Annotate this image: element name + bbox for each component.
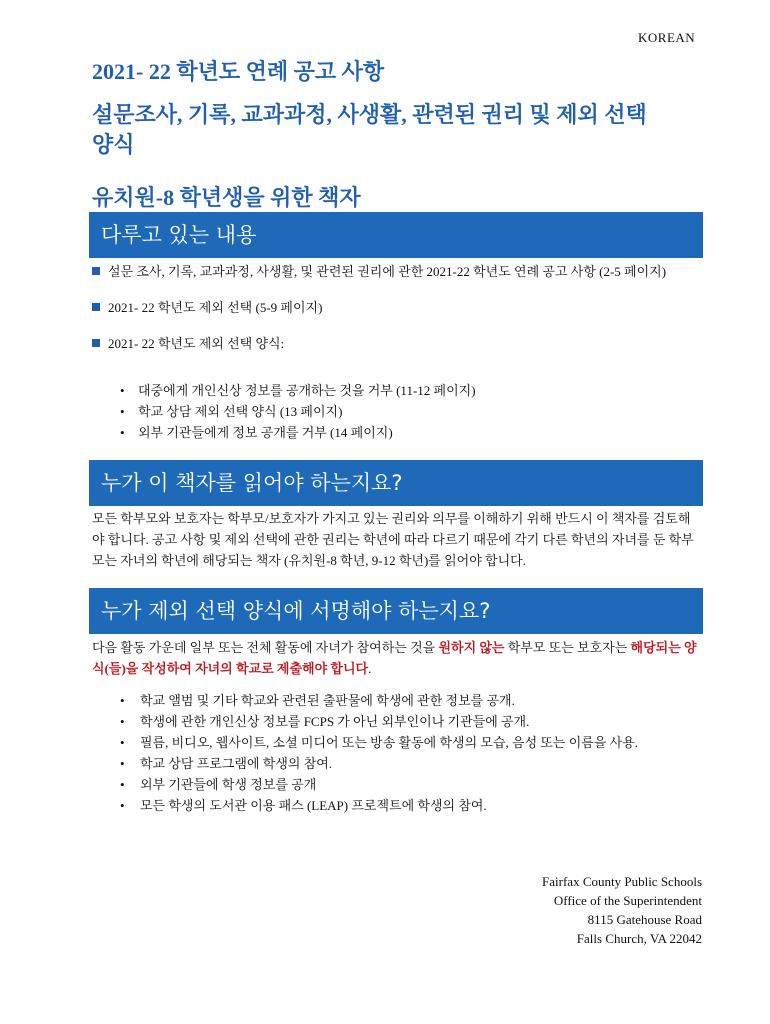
list-item-text: 외부 기관들에 학생 정보를 공개	[140, 777, 317, 792]
emphasis-text: 해당되는 양식(들)을 작성하여 자녀의 학교로 제출해야 합니다	[92, 640, 697, 676]
emphasis-text: 원하지 않는	[438, 640, 505, 655]
address-line: Fairfax County Public Schools	[542, 874, 702, 889]
who-should-sign-paragraph	[92, 637, 702, 679]
list-item	[120, 711, 680, 732]
list-item-text: 학생에 관한 개인신상 정보를 FCPS 가 아닌 외부인이나 기관들에 공개.	[140, 714, 530, 729]
contents-list	[92, 262, 692, 370]
list-item-text: 학교 앨범 및 기타 학교와 관련된 출판물에 학생에 관한 정보를 공개.	[140, 693, 515, 708]
square-bullet-icon	[92, 303, 100, 311]
address-line: 8115 Gatehouse Road	[587, 912, 702, 927]
list-item-text: 2021- 22 학년도 제외 선택 (5-9 페이지)	[108, 300, 323, 315]
document-subtitle: 설문조사, 기록, 교과과정, 사생활, 관련된 권리 및 제외 선택 양식	[92, 102, 647, 157]
section-heading-contents: 다루고 있는 내용	[89, 212, 703, 258]
bullet-icon: •	[120, 714, 125, 729]
paragraph-text: 다음 활동 가운데 일부 또는 전체 활동에 자녀가 참여하는 것을	[92, 640, 439, 655]
list-item-text: 2021- 22 학년도 제외 선택 양식:	[108, 336, 285, 351]
list-item-text: 설문 조사, 기록, 교과과정, 사생활, 및 관련된 권리에 관한 2021-22 학년도 연례 공고 사항 (2-5 페이지)	[108, 264, 667, 279]
paragraph-text: .	[368, 661, 372, 676]
list-item-text: 외부 기관들에게 정보 공개를 거부 (14 페이지)	[138, 425, 393, 440]
list-item	[120, 422, 476, 443]
list-item	[92, 262, 692, 282]
list-item	[92, 334, 692, 354]
list-item	[120, 380, 476, 401]
bullet-icon: •	[120, 383, 125, 398]
list-item	[120, 401, 476, 422]
booklet-title: 유치원-8 학년생을 위한 책자	[92, 185, 361, 210]
list-item	[92, 298, 692, 318]
bullet-icon: •	[120, 404, 125, 419]
list-item	[120, 732, 680, 753]
list-item-text: 대중에게 개인신상 정보를 공개하는 것을 거부 (11-12 페이지)	[138, 383, 476, 398]
list-item	[120, 690, 680, 711]
bullet-icon: •	[120, 756, 125, 771]
address-block	[542, 872, 702, 948]
square-bullet-icon	[92, 339, 100, 347]
address-line: Office of the Superintendent	[553, 893, 702, 908]
language-label: KOREAN	[638, 30, 696, 45]
list-item	[120, 753, 680, 774]
address-line: Falls Church, VA 22042	[576, 931, 702, 946]
paragraph-text: 학부모 또는 보호자는	[504, 640, 631, 655]
list-item	[120, 774, 680, 795]
document-title: 2021- 22 학년도 연례 공고 사항	[92, 59, 385, 84]
bullet-icon: •	[120, 425, 125, 440]
bullet-icon: •	[120, 735, 125, 750]
activities-list	[120, 690, 680, 816]
bullet-icon: •	[120, 777, 125, 792]
list-item-text: 학교 상담 프로그램에 학생의 참여.	[140, 756, 333, 771]
section-heading-who-should-read: 누가 이 책자를 읽어야 하는지요?	[89, 460, 703, 506]
section-heading-who-should-sign: 누가 제외 선택 양식에 서명해야 하는지요?	[89, 588, 703, 634]
list-item-text: 학교 상담 제외 선택 양식 (13 페이지)	[138, 404, 343, 419]
who-should-read-paragraph: 모든 학부모와 보호자는 학부모/보호자가 가지고 있는 권리와 의무를 이해하기 위해 반드시 이 책자를 검토해야 합니다. 공고 사항 및 제외 선택에 관한 권리는 학년에 따라 다르기 때문에 각기 다른 학년의 자녀를 둔 학부모는 자녀의 학년에 해당되는 책자 (유치원-8 학년, 9-12 학년)를 읽어야 합니다.	[92, 511, 694, 568]
list-item-text: 모든 학생의 도서관 이용 패스 (LEAP) 프로젝트에 학생의 참여.	[140, 798, 487, 813]
square-bullet-icon	[92, 267, 100, 275]
list-item	[120, 795, 680, 816]
bullet-icon: •	[120, 798, 125, 813]
opt-out-forms-list	[120, 380, 476, 443]
list-item-text: 필름, 비디오, 웹사이트, 소셜 미디어 또는 방송 활동에 학생의 모습, 음성 또는 이름을 사용.	[140, 735, 639, 750]
bullet-icon: •	[120, 693, 125, 708]
